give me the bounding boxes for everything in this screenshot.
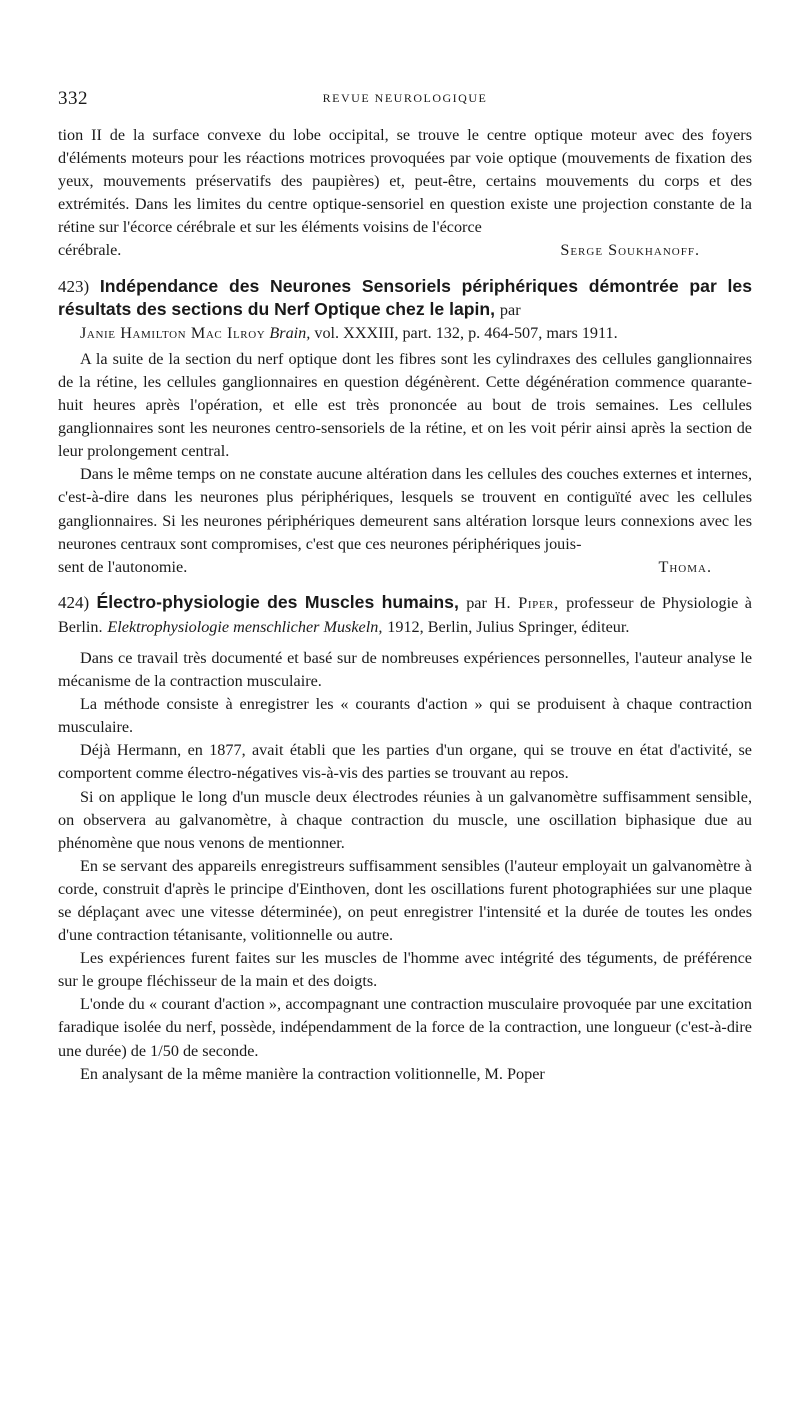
article-paragraph: Si on applique le long d'un muscle deux électrodes réunies à un galvanomètre suffisamment sensible, on observera au galvanomètre, à chaque contraction du muscle, une oscillation biphasique due au phénomène que nous venons de mentionner. [58,787,752,852]
article-title [58,275,752,322]
signature-line [58,556,752,579]
journal-page [58,88,752,1086]
article-number: 424) [58,592,90,612]
running-head [58,88,752,112]
article-paragraph: L'onde du « courant d'action », accompagnant une contraction musculaire provoquée par une excitation faradique isolée du nerf, possède, indépendamment de la force de la contraction, une longueur (c'est-à-dire une durée) de 1/50 de seconde. [58,995,752,1060]
article-paragraph: La méthode consiste à enregistrer les « courants d'action » qui se produisent à chaque contraction musculaire. [58,695,752,737]
par-word: par [466,593,487,612]
reviewer-signature: Serge Soukhanoff. [560,241,700,260]
article-paragraph: En se servant des appareils enregistreurs suffisamment sensibles (l'auteur employait un galvanomètre à corde, construit d'après le principe d'Einthoven, dont les oscillations furent photographiées sur une plaque se déplaçant avec une vitesse déterminée), on peut enregistrer l'intensité et la durée de toutes les ondes d'une contraction tétanisante, volitionnelle ou autre. [58,856,752,945]
article-paragraph: En analysant de la même manière la contraction volitionnelle, M. Poper [80,1064,545,1083]
article-paragraph: Les expériences furent faites sur les muscles de l'homme avec intégrité des téguments, de préférence sur le groupe fléchisseur de la main et des doigts. [58,949,752,991]
par-word: par [499,300,521,319]
article-paragraph: Dans ce travail très documenté et basé sur de nombreuses expériences personnelles, l'auteur analyse le mécanisme de la contraction musculaire. [58,648,752,691]
journal-title: REVUE NEUROLOGIQUE [322,91,488,105]
author-affiliation: professeur de Physiologie à Berlin. [58,593,752,636]
article-number: 423) [58,276,90,296]
article-author: H. Piper, [494,593,559,612]
article-paragraph: A la suite de la section du nerf optique dont les fibres sont les cylindraxes des cellules ganglionnaires de la rétine, les cellules ganglionnaires en question dégénèrent. Cette dégénération commence quarante-huit heures après l'opération, et elle est très prononcée au bout de trois semaines. Les cellules ganglionnaires sont les neurones centro-sensoriels de la rétine, et on les voit périr ainsi après la section de leur prolongement central. [58,349,752,461]
article-authors: Janie Hamilton Mac Ilroy [80,323,266,342]
book-title: Elektrophysiologie menschlicher Muskeln, [107,617,383,636]
continued-paragraph: tion II de la surface convexe du lobe occipital, se trouve le centre optique moteur avec des foyers d'éléments moteurs pour les réactions motrices provoquées par voie optique (mouvements de fixation des yeux, mouvements préservatifs des paupières) et, peut-être, certains mouvements du corps et des extrémités. Dans les limites du centre optique-sensoriel en question existe une projection constante de la rétine sur l'écorce cérébrale et sur les éléments voisins de l'écorce [58,126,752,237]
previous-article-continuation [58,124,752,263]
article-paragraph: Déjà Hermann, en 1877, avait établi que les parties d'un organe, qui se trouve en état d'activité, se comportent comme électro-négatives vis-à-vis des parties se trouvant au repos. [58,741,752,783]
article-citation [80,322,752,345]
article-423 [58,275,752,579]
article-title [58,591,752,639]
article-title-text: Électro-physiologie des Muscles humains, [96,591,459,612]
journal-reference: vol. XXXIII, part. 132, p. 464-507, mars 1911. [314,323,618,342]
article-title-text: Indépendance des Neurones Sensoriels périphériques démontrée par les résultats des sections du Nerf Optique chez le lapin, [58,275,753,319]
publication-info: 1912, Berlin, Julius Springer, éditeur. [387,617,630,636]
article-paragraph: Dans le même temps on ne constate aucune altération dans les cellules des couches externes et internes, c'est-à-dire dans les neurones plus périphériques, lesquels se trouvent en contiguïté avec les cellules ganglionnaires. Si les neurones périphériques demeurent sans altération lorsque leurs connexions avec les neurones centraux sont compromises, c'est que ces neurones périphériques jouis- [58,465,752,553]
paragraph-end: cérébrale. [58,241,122,260]
page-number: 332 [58,88,88,109]
article-424 [58,591,752,1086]
journal-name: Brain, [269,323,311,342]
paragraph-end: sent de l'autonomie. [58,557,188,576]
reviewer-signature: Thoma. [658,557,712,576]
signature-line [58,239,752,262]
